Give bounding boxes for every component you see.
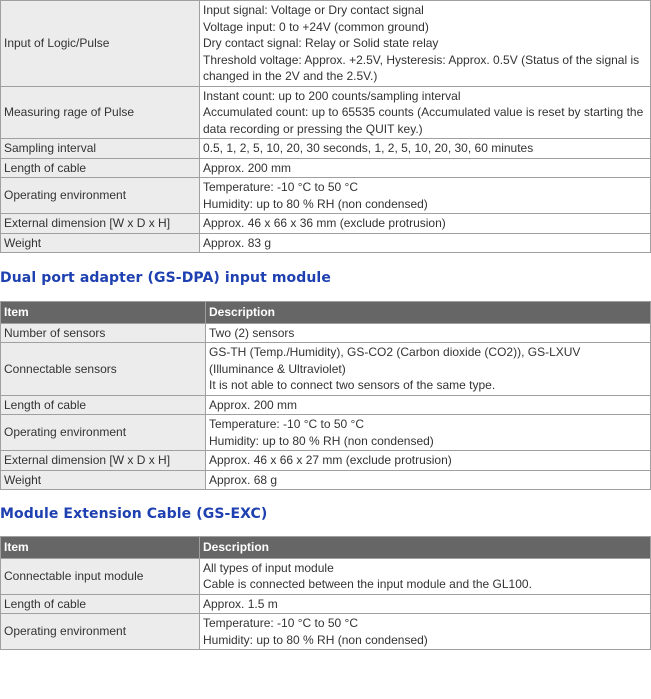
spec-key: Weight xyxy=(1,233,200,253)
spec-value-line: Two (2) sensors xyxy=(209,325,295,340)
spec-key: Length of cable xyxy=(1,158,200,178)
spec-value xyxy=(200,178,651,214)
spec-value xyxy=(200,558,651,594)
spec-value xyxy=(206,395,651,415)
header-item: Item xyxy=(1,302,206,324)
spec-value xyxy=(200,1,651,87)
spec-value-line: Approx. 46 x 66 x 27 mm (exclude protrusion) xyxy=(209,453,452,467)
spec-value-line: Dry contact signal: Relay or Solid state relay xyxy=(203,36,439,50)
spec-value xyxy=(200,614,651,650)
spec-value-line: Humidity: up to 80 % RH (non condensed) xyxy=(203,632,428,647)
table-row xyxy=(1,470,651,490)
spec-value-line: Accumulated count: up to 65535 counts (Accumulated value is reset by starting the data recording or pressing the QUIT key.) xyxy=(203,105,644,136)
spec-value-line: Humidity: up to 80 % RH (non condensed) xyxy=(203,196,428,211)
spec-key: Sampling interval xyxy=(1,139,200,159)
header-item: Item xyxy=(1,537,200,559)
spec-value-line: All types of input module xyxy=(203,560,334,575)
spec-value-line: Approx. 200 mm xyxy=(209,397,298,412)
spec-value xyxy=(206,323,651,343)
spec-value xyxy=(200,139,651,159)
spec-value xyxy=(206,451,651,471)
spec-value-line: It is not able to connect two sensors of the same type. xyxy=(209,378,496,392)
table-row xyxy=(1,343,651,396)
table-header-row xyxy=(1,537,651,559)
table-row xyxy=(1,214,651,234)
spec-value-line: Humidity: up to 80 % RH (non condensed) xyxy=(209,433,434,448)
table-row xyxy=(1,323,651,343)
table-row xyxy=(1,614,651,650)
spec-value-line: Threshold voltage: Approx. +2.5V, Hysteresis: Approx. 0.5V (Status of the signal is changed in the 2V and the 2.5V.) xyxy=(203,52,640,83)
table-row xyxy=(1,158,651,178)
spec-value-line: Approx. 200 mm xyxy=(203,160,292,175)
spec-value xyxy=(206,470,651,490)
header-description: Description xyxy=(206,302,651,324)
spec-key: Connectable sensors xyxy=(1,343,206,396)
spec-value xyxy=(206,415,651,451)
table-header-row xyxy=(1,302,651,324)
section-title-dpa: Dual port adapter (GS-DPA) input module xyxy=(0,270,331,286)
spec-key: External dimension [W x D x H] xyxy=(1,451,206,471)
spec-key: Measuring rage of Pulse xyxy=(1,86,200,139)
spec-key: Number of sensors xyxy=(1,323,206,343)
spec-value-line: Cable is connected between the input module and the GL100. xyxy=(203,577,532,591)
spec-key: Input of Logic/Pulse xyxy=(1,1,200,87)
table-row xyxy=(1,395,651,415)
spec-key: Operating environment xyxy=(1,614,200,650)
table-row xyxy=(1,1,651,87)
spec-value xyxy=(200,233,651,253)
spec-value-line: 0.5, 1, 2, 5, 10, 20, 30 seconds, 1, 2, 5, 10, 20, 30, 60 minutes xyxy=(203,141,534,155)
spec-value-line: GS-TH (Temp./Humidity), GS-CO2 (Carbon dioxide (CO2)), GS-LXUV (Illuminance & Ultraviolet) xyxy=(209,345,581,376)
table-row xyxy=(1,415,651,451)
spec-value xyxy=(200,594,651,614)
exc-spec-table xyxy=(0,536,651,650)
spec-key: Weight xyxy=(1,470,206,490)
table-row xyxy=(1,178,651,214)
spec-value xyxy=(206,343,651,396)
spec-value-line: Approx. 83 g xyxy=(203,235,272,250)
table-row xyxy=(1,233,651,253)
table-row xyxy=(1,594,651,614)
dpa-spec-table xyxy=(0,301,651,490)
spec-value-line: Temperature: -10 °C to 50 °C xyxy=(203,180,358,194)
spec-key: Connectable input module xyxy=(1,558,200,594)
header-description: Description xyxy=(200,537,651,559)
spec-value-line: Voltage input: 0 to +24V (common ground) xyxy=(203,19,429,34)
spec-value-line: Temperature: -10 °C to 50 °C xyxy=(209,417,364,431)
table-row xyxy=(1,86,651,139)
spec-value-line: Temperature: -10 °C to 50 °C xyxy=(203,616,358,630)
table-row xyxy=(1,451,651,471)
spec-key: External dimension [W x D x H] xyxy=(1,214,200,234)
logic-pulse-spec-table xyxy=(0,0,651,253)
spec-value xyxy=(200,214,651,234)
table-row xyxy=(1,558,651,594)
spec-value-line: Input signal: Voltage or Dry contact signal xyxy=(203,3,424,17)
section-title-exc: Module Extension Cable (GS-EXC) xyxy=(0,505,268,522)
spec-value-line: Approx. 1.5 m xyxy=(203,596,278,611)
spec-value xyxy=(200,158,651,178)
spec-value xyxy=(200,86,651,139)
spec-value-line: Approx. 46 x 66 x 36 mm (exclude protrusion) xyxy=(203,216,446,230)
table-row xyxy=(1,139,651,159)
spec-value-line: Approx. 68 g xyxy=(209,472,278,487)
spec-value-line: Instant count: up to 200 counts/sampling interval xyxy=(203,88,461,103)
spec-key: Length of cable xyxy=(1,594,200,614)
spec-key: Operating environment xyxy=(1,178,200,214)
spec-key: Operating environment xyxy=(1,415,206,451)
spec-key: Length of cable xyxy=(1,395,206,415)
